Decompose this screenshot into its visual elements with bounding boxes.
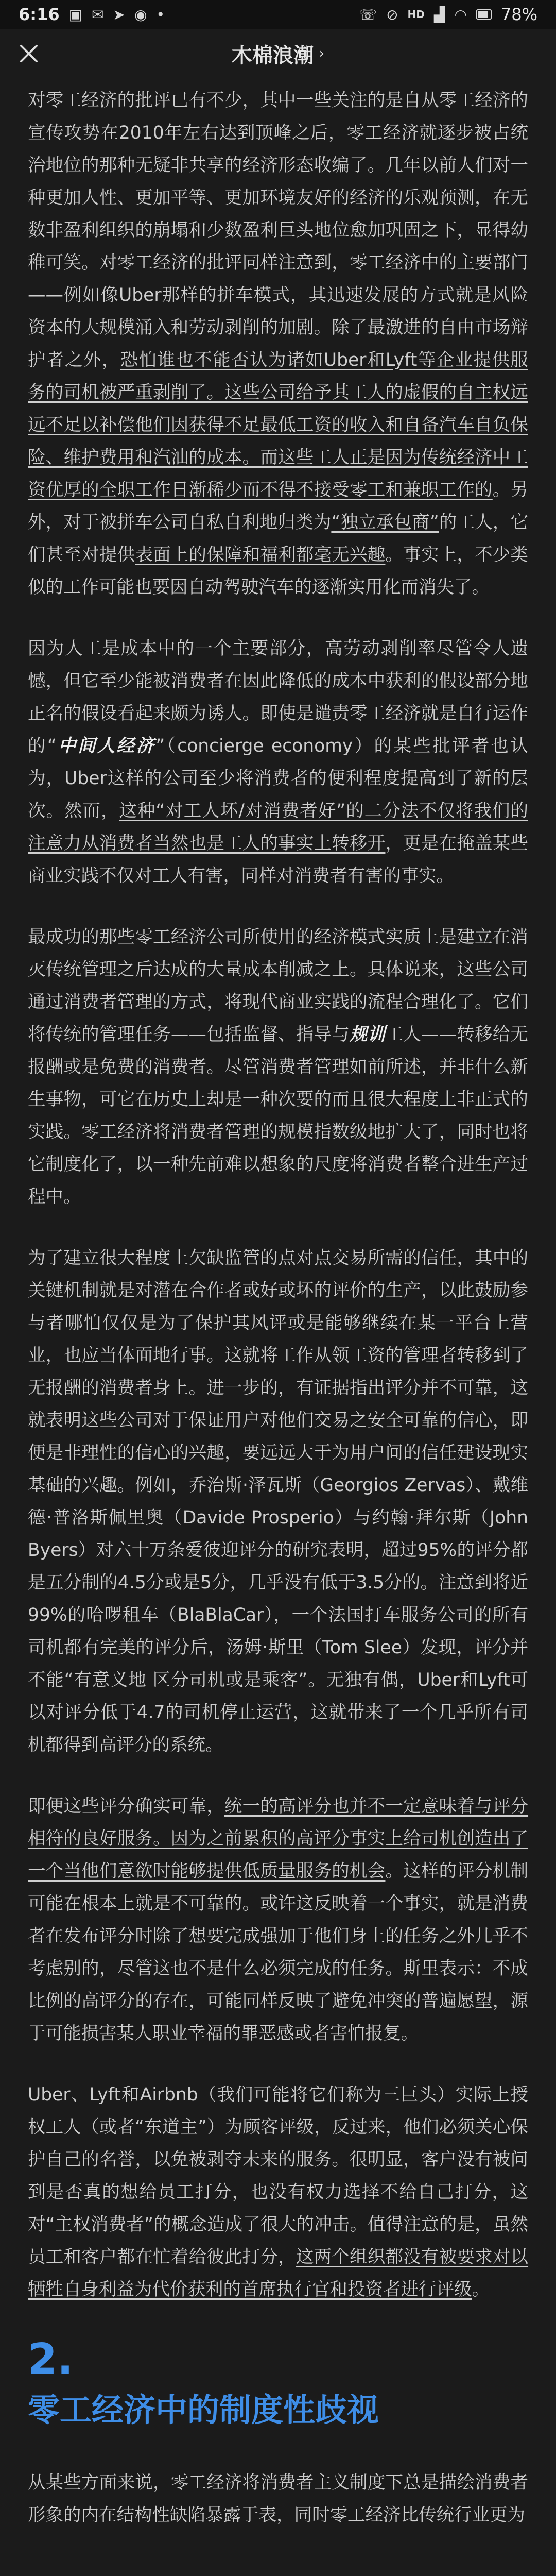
dot-icon: • <box>156 6 165 23</box>
text-run: ，更是在掩盖某些商业实践不仅对工人有害，同样对消费者有害的事实。 <box>28 833 529 886</box>
text-run: 工人——转移给无报酬或是免费的消费者。尽管消费者管理如前所述，并非什么新生事物，可它在历史上却是一种次要的而且很大程度上非正式的实践。零工经济将消费者管理的规模指数级地扩大了，同时也将它制度化了，以一种先前难以想象的尺度将消费者整合进生产过程中。 <box>28 1024 529 1207</box>
status-time: 6:16 <box>19 5 60 24</box>
account-title-button[interactable] <box>232 39 324 69</box>
silent-icon: ⊘ <box>386 6 398 23</box>
signal-icon: ▟ <box>433 6 445 23</box>
article-body <box>28 84 528 2561</box>
status-right <box>359 5 537 24</box>
underlined-text: 恐怕谁也不能否认为诸如Uber和Lyft等企业提供服务的司机被严重剥削了。这些公司给予其工人的虚假的自主权远远不足以补偿他们因获得不足最低工资的收入和自备汽车自负保险、维护费用和汽油的成本。而这些工人正是因为传统经济中工资优厚的全职工作日渐稀少而不得不接受零工和兼职工作的 <box>28 350 528 500</box>
underlined-text: “独立承包商” <box>331 512 439 533</box>
paragraph <box>28 921 528 1213</box>
battery-icon <box>476 9 492 20</box>
text-run: 。 <box>472 2279 490 2300</box>
underlined-text: 表面上的保障和福利都毫无兴趣 <box>135 545 386 565</box>
wifi-icon: ◠ <box>454 6 467 23</box>
text-run: 为了建立很大程度上欠缺监管的点对点交易所需的信任，其中的关键机制就是对潜在合作者或好或坏的评价的生产，以此鼓励参与者哪怕仅仅是为了保护其风评或是能够继续在某一平台上营业，也应当体面地行事。这就将工作从领工资的管理者转移到了无报酬的消费者身上。进一步的，有证据指出评分并不可靠，这就表明这些公司对于保证用户对他们交易之安全可靠的信心，即便是非理性的信心的兴趣，要远远大于为用户间的信任建设现实基础的兴趣。例如，乔治斯·泽瓦斯（Georgios Zervas）、戴维德·普洛斯佩里奥（Davide Prosperio）与约翰·拜尔斯（John Byers）对六十万条爱彼迎评分的研究表明，超过95%的评分都是五分制的4.5分或是5分，几乎没有低于3.5分的。注意到将近99%的哈啰租车（BlaBlaCar），一个法国打车服务公司的所有司机都有完美的评分后，汤姆·斯里（Tom Slee）发现，评分并不能“有意义地 区分司机或是乘客”。无独有偶，Uber和Lyft可以对评分低于4.7的司机停止运营，这就带来了一个几乎所有司机都得到高评分的系统。 <box>28 1248 528 1755</box>
text-run: 的工人，它们甚至对提供 <box>28 512 529 565</box>
paragraph <box>28 84 528 604</box>
paragraph <box>28 1790 528 2050</box>
text-run: 因为人工是成本中的一个主要部分，高劳动剥削率尽管令人遗憾，但它至少能被消费者在因此降低的成本中获利的假设部分地正名的假设看起来颇为诱人。即使是谴责零工经济就是自行运作的“ <box>28 638 528 756</box>
text-run: 最成功的那些零工经济公司所使用的经济模式实质上是建立在消灭传统管理之后达成的大量成本削减之上。具体说来，这些公司通过消费者管理的方式，将现代商业实践的流程合理化了。它们将传统的管理任务——包括监督、指导与 <box>28 927 528 1045</box>
status-left <box>19 5 165 24</box>
wifi-calling-icon: ☏ <box>359 6 377 23</box>
paragraph <box>28 2079 528 2306</box>
paragraph <box>28 633 528 892</box>
text-run: 即便这些评分确实可靠， <box>28 1796 224 1817</box>
text-run: 。这样的评分机制可能在根本上就是不可靠的。或许这反映着一个事实，就是消费者在发布评分时除了想要完成强加于他们身上的任务之外几乎不考虑别的，尽管这也不是什么必须完成的任务。斯里表示：不成比例的高评分的存在，可能同样反映了避免冲突的普遍愿望，源于可能损害某人职业幸福的罪恶感或者害怕报复。 <box>28 1861 529 2044</box>
hd-icon: HD <box>407 8 425 21</box>
send-icon: ➤ <box>113 6 125 23</box>
text-run: 对零工经济的批评已有不少，其中一些关注的是自从零工经济的宣传攻势在2010年左右达到顶峰之后，零工经济就逐步被占统治地位的那种无疑非共享的经济形态收编了。几年以前人们对一种更加人性、更加平等、更加环境友好的经济的乐观预测，在无数非盈利组织的崩塌和少数盈利巨头地位愈加巩固之下，显得幼稚可笑。对零工经济的批评同样注意到，零工经济中的主要部门——例如像Uber那样的拼车模式，其迅速发展的方式就是风险资本的大规模涌入和劳动剥削的加剧。除了最激进的自由市场辩护者之外， <box>28 90 528 370</box>
chevron-right-icon: › <box>319 46 325 61</box>
section-heading: 零工经济中的制度性歧视 <box>28 2391 379 2429</box>
paragraph <box>28 1242 528 1761</box>
underlined-text: 这种“对工人坏/对消费者好”的二分法不仅将我们的注意力从消费者当然也是工人的事实上转移开 <box>28 801 528 854</box>
battery-percent: 78% <box>500 5 537 24</box>
emphasis-text: 中间人经济 <box>56 736 156 756</box>
underlined-text: 统一的高评分也并不一定意味着与评分相符的良好服务。因为之前累积的高评分事实上给司机创造出了一个当他们意欲时能够提供低质量服务的机会 <box>28 1796 529 1882</box>
image-icon: ▣ <box>68 6 83 23</box>
text-run: 。事实上，不少类似的工作可能也要因自动驾驶汽车的逐渐实用化而消失了。 <box>28 545 529 598</box>
close-icon[interactable] <box>14 39 43 68</box>
underlined-text: 这两个组织都没有被要求对以牺牲自身利益为代价获利的首席执行官和投资者进行评级 <box>28 2247 529 2300</box>
location-icon: ◉ <box>134 6 147 23</box>
section-number: 2. <box>28 2335 74 2384</box>
nav-bar <box>0 29 556 78</box>
text-run: Uber、Lyft和Airbnb（我们可能将它们称为三巨头）实际上授权工人（或者“东道主”）为顾客评级，反过来，他们必须关心保护自己的名誉，以免被剥夺未来的服务。很明显，客户没有被问到是否真的想给员工打分，也没有权力选择不给自己打分，这对“主权消费者”的概念造成了很大的冲击。值得注意的是，虽然员工和客户都在忙着给彼此打分， <box>28 2084 528 2267</box>
text-run: 从某些方面来说，零工经济将消费者主义制度下总是描绘消费者形象的内在结构性缺陷暴露于表，同时零工经济比传统行业更为 <box>28 2472 528 2526</box>
paragraph <box>28 2467 528 2532</box>
mail-icon: ✉ <box>92 6 104 23</box>
status-bar <box>0 0 556 29</box>
page-title: 木棉浪潮 <box>231 43 314 67</box>
emphasis-text: 规训 <box>350 1024 386 1045</box>
text-run: 。另外，对于被拼车公司自私自利地归类为 <box>28 480 529 533</box>
text-run: ”（concierge economy）的某些批评者也认为，Uber这样的公司至少将消费者的便利程度提高到了新的层次。然而， <box>28 736 529 821</box>
